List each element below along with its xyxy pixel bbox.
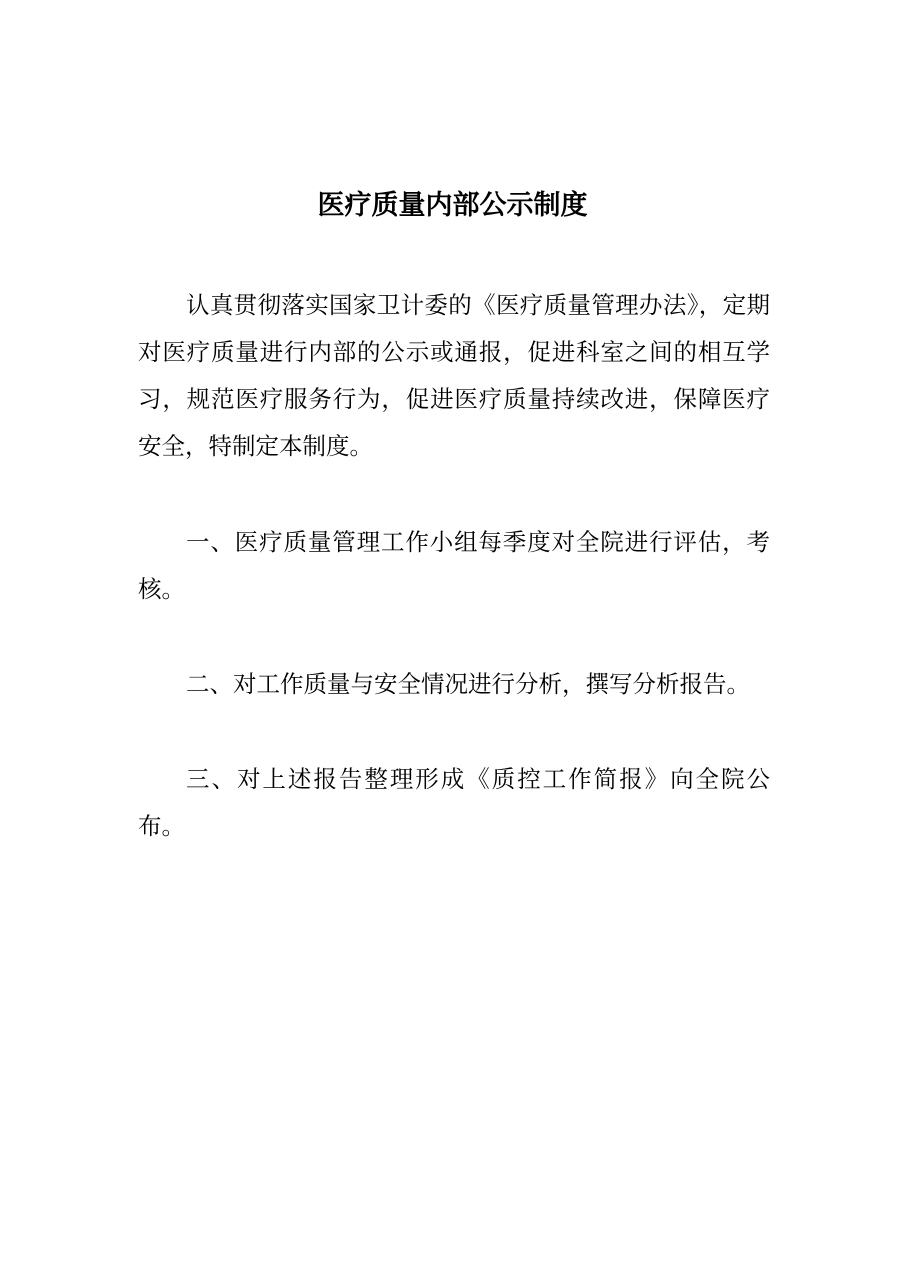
- clause-paragraph-3: 三、对上述报告整理形成《质控工作简报》向全院公布。: [138, 765, 770, 840]
- clause-paragraph-1: 一、医疗质量管理工作小组每季度对全院进行评估，考核。: [138, 528, 770, 603]
- document-title: 医疗质量内部公示制度: [317, 190, 588, 221]
- clause-paragraph-2: 二、对工作质量与安全情况进行分析，撰写分析报告。: [186, 670, 750, 698]
- intro-paragraph: 认真贯彻落实国家卫计委的《医疗质量管理办法》，定期对医疗质量进行内部的公示或通报，促进科室之间的相互学习，规范医疗服务行为，促进医疗质量持续改进，保障医疗安全，特制定本制度。: [138, 291, 770, 460]
